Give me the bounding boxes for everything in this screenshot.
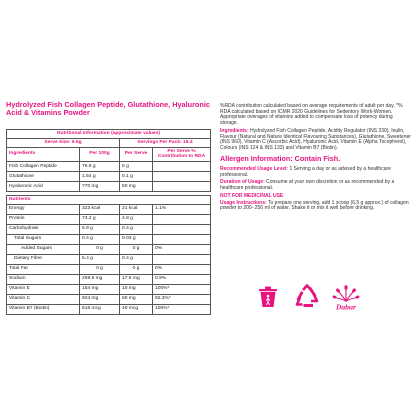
allergen-info: Allergen Information: Contain Fish.: [220, 153, 341, 163]
table-row: Hyaluronic Acid 770 mg 50 mg: [7, 181, 211, 191]
logo-text: Dabur: [335, 302, 357, 312]
nutrition-table: [6, 129, 211, 315]
usage-level-text: 1 Serving a day or as advised by a healthcare professional.: [220, 165, 391, 178]
recycle-icon: [294, 284, 320, 309]
table-row: Total Fat 0 g 0 g 0%: [7, 264, 211, 274]
usage-instructions-paragraph: [220, 201, 412, 212]
table-row: Sodium 269.5 mg 17.5 mg 0.9%: [7, 274, 211, 284]
table-row: Vitamin C 924 mg 60 mg 92.3%*: [7, 294, 211, 304]
not-medicinal-warning: NOT FOR MEDICINAL USE: [220, 193, 284, 199]
table-row: Carbohydrate 5.9 g 0.4 g: [7, 224, 211, 234]
ingredients-text: Hydrolyzed Fish Collagen Peptide, Acidity Regulator (INS 330), Inulin, Flavour (Natural and Nature Identical Flavouring Substances), Glutathione, Sweetener (INS 960), Vitamin C (Ascorbic Acid), Hyaluronic Acid, Vitamin E (Alpha Tocopherol), Colours (INS 124 & INS 133) and Vitamin B7 (Biotin).: [220, 128, 411, 152]
table-caption: Nutritional Information (approximate values): [7, 130, 211, 139]
duration-label: Duration of Usage:: [220, 179, 265, 186]
serve-size: Serve Size: 6.5g: [7, 138, 120, 147]
product-title: Hydrolyzed Fish Collagen Peptide, Glutathione, Hyaluronic Acid & Vitamins Powder: [6, 100, 210, 118]
table-row: Vitamin E 154 mg 10 mg 100%*: [7, 284, 211, 294]
rda-note: %RDA contribution calculated based on average requirements of adult per day. *% RDA calculated based on ICMR 2020 Guidelines for Sedentory Work-Women. Appropriate overages of vitamins added to compensate loss of potency during storage.: [220, 103, 403, 127]
table-row: Total Sugars 0.4 g 0.03 g: [7, 234, 211, 244]
table-row: Fish Collagen Peptide 76.9 g 5 g: [7, 161, 211, 171]
ingredients-label: Ingredients:: [220, 128, 249, 134]
nutrients-label: Nutrients: [7, 195, 211, 204]
table-row: Added Sugars 0 g 0 g 0%: [7, 244, 211, 254]
usage-instructions-label: Usage Instructions:: [220, 199, 267, 206]
dabur-logo: [332, 284, 360, 314]
header-per-100g: Per 100g: [80, 147, 120, 161]
label-info-column: [220, 104, 412, 214]
usage-instructions-text: To prepare one serving, add 1 scoop (6.5 g approx.) of collagen powder to 200- 250 ml of water. Shake it or mix it well before drinking.: [220, 199, 409, 212]
servings-per-pack: Servings Per Pack: 15.4: [120, 138, 211, 147]
duration-text: Consume at your own discretion or as recommended by a healthcare professional.: [220, 179, 395, 192]
table-row: Energy 323 kcal 21 kcal 1.1%: [7, 204, 211, 214]
header-per-serve: Per Serve: [120, 147, 153, 161]
header-ingredients: Ingredients: [7, 147, 80, 161]
duration-paragraph: [220, 180, 412, 191]
usage-level-paragraph: [220, 167, 412, 178]
table-row: Glutathione 1.54 g 0.1 g: [7, 171, 211, 181]
table-row: Protein 73.2 g 4.8 g: [7, 214, 211, 224]
waste-bin-icon: [257, 284, 279, 309]
ingredients-paragraph: [220, 129, 412, 152]
usage-level-label: Recommended Usage Level:: [220, 165, 289, 172]
header-rda: Per Serve % Contribution to RDA: [153, 147, 211, 161]
table-row: Dietary Fibre 5.4 g 0.4 g: [7, 254, 211, 264]
table-row: Vitamin B7 (Biotin) 616 mcg 40 mcg 100%*: [7, 304, 211, 314]
